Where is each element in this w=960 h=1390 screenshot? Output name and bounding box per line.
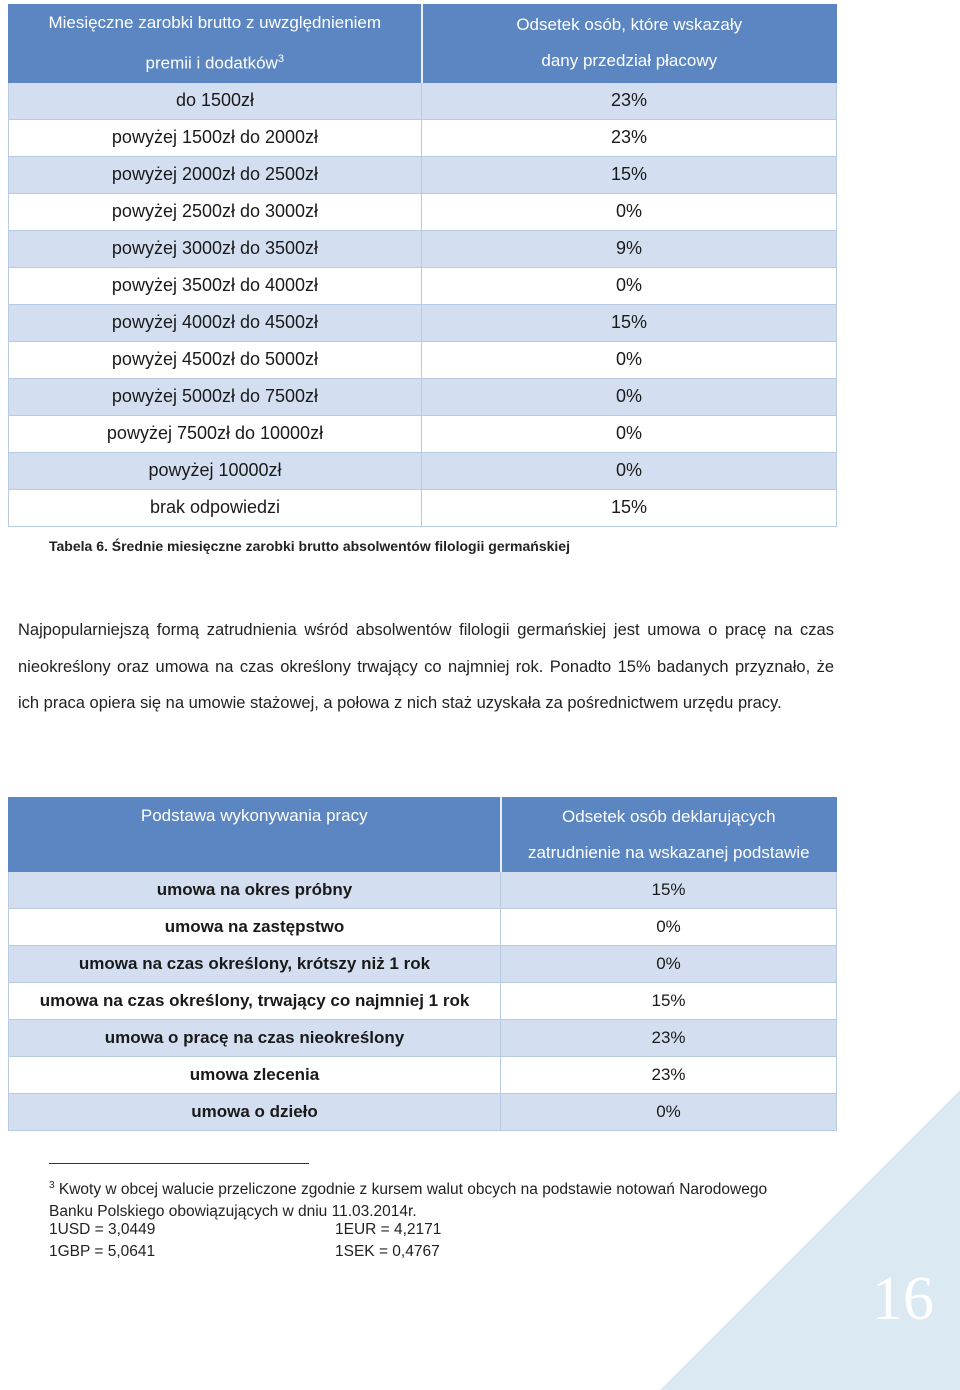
salary-percent-cell: 0% xyxy=(422,452,837,489)
footnote xyxy=(49,1175,769,1222)
salary-range-cell: powyżej 7500zł do 10000zł xyxy=(9,415,422,452)
table-row xyxy=(9,230,837,267)
salary-percent-cell: 23% xyxy=(422,119,837,156)
salary-table-caption: Tabela 6. Średnie miesięczne zarobki brutto absolwentów filologii germańskiej xyxy=(49,538,570,554)
exchange-rate: 1SEK = 0,4767 xyxy=(335,1243,440,1260)
employment-percent-cell: 0% xyxy=(501,946,837,983)
employment-basis-cell: umowa na okres próbny xyxy=(9,872,501,909)
salary-percent-cell: 15% xyxy=(422,489,837,526)
table-row xyxy=(9,489,837,526)
salary-range-cell: powyżej 3500zł do 4000zł xyxy=(9,267,422,304)
table-row xyxy=(9,1094,837,1131)
employment-basis-cell: umowa na czas określony, trwający co najmniej 1 rok xyxy=(9,983,501,1020)
table-row xyxy=(9,341,837,378)
employment-basis-table xyxy=(8,797,837,1131)
employment-percent-cell: 15% xyxy=(501,983,837,1020)
exchange-rate: 1EUR = 4,2171 xyxy=(335,1221,442,1238)
salary-percent-cell: 0% xyxy=(422,341,837,378)
page-number: 16 xyxy=(872,1265,934,1333)
employment-basis-cell: umowa zlecenia xyxy=(9,1057,501,1094)
page-corner-decoration xyxy=(660,1090,960,1390)
table-row xyxy=(9,909,837,946)
employment-table-header xyxy=(9,798,837,872)
exchange-rate: 1GBP = 5,0641 xyxy=(49,1243,156,1260)
employment-table-header-basis: Podstawa wykonywania pracy xyxy=(9,798,501,872)
salary-percent-cell: 15% xyxy=(422,304,837,341)
salary-range-cell: powyżej 10000zł xyxy=(9,452,422,489)
salary-range-cell: do 1500zł xyxy=(9,82,422,119)
salary-percent-cell: 0% xyxy=(422,193,837,230)
exchange-rate-row xyxy=(49,1219,441,1241)
employment-basis-cell: umowa o pracę na czas nieokreślony xyxy=(9,1020,501,1057)
employment-percent-cell: 0% xyxy=(501,909,837,946)
salary-percent-cell: 15% xyxy=(422,156,837,193)
salary-table-header xyxy=(9,5,837,83)
table-row xyxy=(9,119,837,156)
table-row xyxy=(9,267,837,304)
salary-range-cell: powyżej 3000zł do 3500zł xyxy=(9,230,422,267)
employment-percent-cell: 0% xyxy=(501,1094,837,1131)
salary-percent-cell: 23% xyxy=(422,82,837,119)
employment-basis-cell: umowa na zastępstwo xyxy=(9,909,501,946)
salary-percent-cell: 0% xyxy=(422,378,837,415)
employment-basis-cell: umowa na czas określony, krótszy niż 1 rok xyxy=(9,946,501,983)
table-row xyxy=(9,415,837,452)
employment-percent-cell: 23% xyxy=(501,1020,837,1057)
salary-percent-cell: 0% xyxy=(422,267,837,304)
footnote-text: Kwoty w obcej walucie przeliczone zgodnie z kursem walut obcych na podstawie notowań Narodowego Banku Polskiego obowiązujących w dniu 11.03.2014r. xyxy=(49,1181,768,1220)
footnote-number: 3 xyxy=(49,1180,55,1191)
exchange-rate: 1USD = 3,0449 xyxy=(49,1221,156,1238)
employment-percent-cell: 23% xyxy=(501,1057,837,1094)
table-row xyxy=(9,1057,837,1094)
salary-table xyxy=(8,4,837,527)
table-row xyxy=(9,378,837,415)
exchange-rate-row xyxy=(49,1241,441,1263)
employment-table-header-percent: Odsetek osób deklarujących zatrudnienie na wskazanej podstawie xyxy=(501,798,837,872)
table-row xyxy=(9,193,837,230)
footnote-separator xyxy=(49,1163,309,1164)
table-row xyxy=(9,156,837,193)
salary-range-cell: powyżej 5000zł do 7500zł xyxy=(9,378,422,415)
body-paragraph: Najpopularniejszą formą zatrudnienia wśród absolwentów filologii germańskiej jest umowa o pracę na czas nieokreślony oraz umowa na czas określony trwający co najmniej rok. Ponadto 15% badanych przyznało, że ich praca opiera się na umowie stażowej, a połowa z nich staż uzyskała za pośrednictwem urzędu pracy. xyxy=(18,621,834,712)
salary-percent-cell: 0% xyxy=(422,415,837,452)
footnote-mark: 3 xyxy=(277,53,284,65)
salary-table-header-range: Miesięczne zarobki brutto z uwzględnieniem premii i dodatków$^3$ xyxy=(9,5,422,83)
table-row xyxy=(9,452,837,489)
salary-range-cell: powyżej 4500zł do 5000zł xyxy=(9,341,422,378)
salary-range-cell: brak odpowiedzi xyxy=(9,489,422,526)
table-row xyxy=(9,983,837,1020)
employment-basis-cell: umowa o dzieło xyxy=(9,1094,501,1131)
employment-percent-cell: 15% xyxy=(501,872,837,909)
salary-range-cell: powyżej 2500zł do 3000zł xyxy=(9,193,422,230)
table-row xyxy=(9,946,837,983)
salary-range-cell: powyżej 1500zł do 2000zł xyxy=(9,119,422,156)
salary-percent-cell: 9% xyxy=(422,230,837,267)
table-row xyxy=(9,1020,837,1057)
salary-range-cell: powyżej 4000zł do 4500zł xyxy=(9,304,422,341)
salary-table-header-percent: Odsetek osób, które wskazały dany przedział płacowy xyxy=(422,5,837,83)
exchange-rates xyxy=(49,1219,441,1263)
table-row xyxy=(9,872,837,909)
salary-range-cell: powyżej 2000zł do 2500zł xyxy=(9,156,422,193)
table-row xyxy=(9,304,837,341)
table-row xyxy=(9,82,837,119)
